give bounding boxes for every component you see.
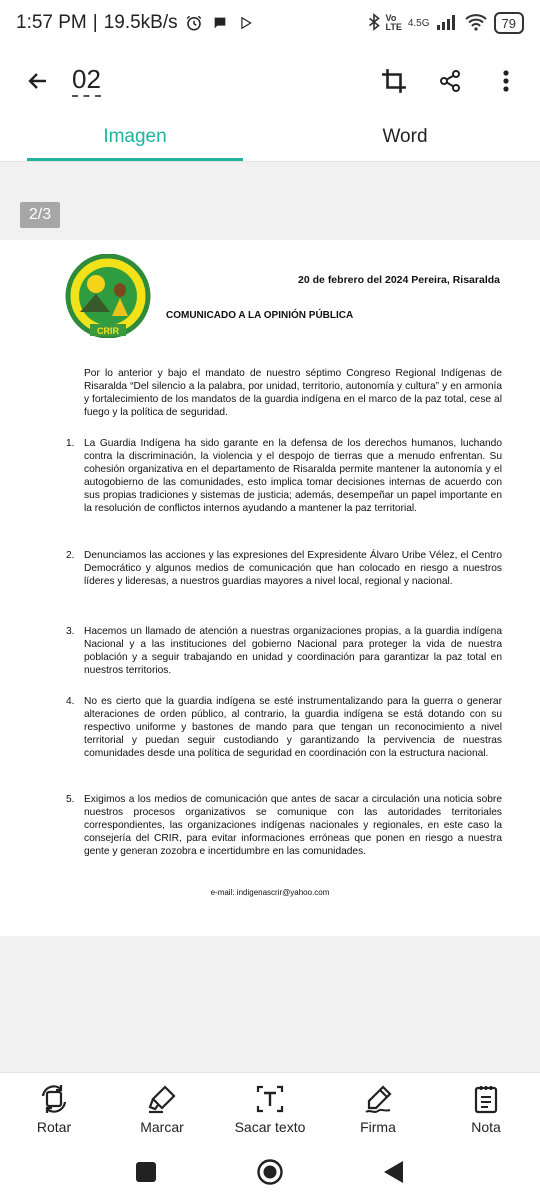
- back-button[interactable]: [18, 61, 58, 101]
- document-page[interactable]: [0, 240, 540, 936]
- app-bar: [0, 46, 540, 116]
- play-store-icon: [236, 13, 256, 33]
- extract-text-button[interactable]: [216, 1073, 324, 1144]
- recents-button[interactable]: [128, 1154, 164, 1190]
- share-button[interactable]: [430, 61, 470, 101]
- signature-button[interactable]: [324, 1073, 432, 1144]
- home-circle-icon: [256, 1158, 284, 1186]
- document-intro-block: [84, 368, 502, 434]
- more-options-button[interactable]: [486, 61, 526, 101]
- wifi-icon: [464, 13, 488, 34]
- note-icon: [470, 1083, 502, 1115]
- alarm-icon: [184, 13, 204, 33]
- list-item-2: [66, 550, 502, 589]
- more-vert-icon: [502, 69, 510, 93]
- bottom-toolbar: [0, 1072, 540, 1144]
- tab-word[interactable]: Word: [382, 126, 428, 147]
- volte-icon: Vo LTE: [385, 13, 402, 32]
- document-email: e-mail: indigenascrir@yahoo.com: [210, 888, 330, 897]
- document-title[interactable]: 02: [72, 65, 101, 97]
- status-left: [16, 12, 256, 34]
- crop-button[interactable]: [374, 61, 414, 101]
- list-item-number: 1.: [66, 438, 75, 449]
- document-heading: COMUNICADO A LA OPINIÓN PÚBLICA: [166, 310, 354, 321]
- crop-icon: [381, 68, 407, 94]
- status-speed: 19.5kB/s: [103, 12, 178, 33]
- list-item-number: 4.: [66, 696, 75, 707]
- list-item-text: Hacemos un llamado de atención a nuestras organizaciones propias, a la guardia indígena Nacional y a las instituciones del gobierno Nacional para proteger la vida de nuestra población y a seguir trabajando en unidad y coordinación para garantizar la paz total en nuestros territorios.: [84, 626, 502, 676]
- list-item-1: [66, 438, 502, 515]
- view-tabs: [0, 116, 540, 162]
- back-triangle-icon: [383, 1160, 405, 1184]
- document-date: 20 de febrero del 2024 Pereira, Risaralda: [298, 274, 500, 286]
- crir-logo: [60, 254, 156, 338]
- bluetooth-icon: [368, 13, 380, 34]
- system-nav-bar: [0, 1144, 540, 1200]
- back-arrow-icon: [26, 69, 50, 93]
- page-indicator: 2/3: [20, 202, 60, 228]
- status-bar: [0, 0, 540, 46]
- list-item-text: No es cierto que la guardia indígena se esté instrumentalizando para la guerra o generar alteraciones de orden público, al contrario, la guardia indígena se está dotando con su respectivo uniforme y bastones de mando para que tengan un reconocimiento a nivel territorial y puedan seguir custodiando y garantizando la pervivencia de nuestras comunidades desde una política de seguridad en coordinación con la estructura nacional.: [84, 696, 502, 759]
- mark-label: Marcar: [140, 1119, 184, 1135]
- home-button[interactable]: [252, 1154, 288, 1190]
- back-nav-button[interactable]: [376, 1154, 412, 1190]
- note-button[interactable]: [432, 1073, 540, 1144]
- list-item-number: 5.: [66, 794, 75, 805]
- app-actions: [374, 61, 526, 101]
- logo-text: CRIR: [97, 326, 119, 336]
- rotate-button[interactable]: [0, 1073, 108, 1144]
- chat-icon: [210, 13, 230, 33]
- mark-button[interactable]: [108, 1073, 216, 1144]
- signal-icon: [436, 14, 458, 33]
- rotate-icon: [38, 1083, 70, 1115]
- status-separator: |: [92, 12, 98, 33]
- highlighter-icon: [146, 1083, 178, 1115]
- document-intro: Por lo anterior y bajo el mandato de nuestro séptimo Congreso Regional Indígenas de Risaralda “Del silencio a la palabra, por unidad, territorio, autonomía y cultura” y en armonía y fortalecimiento de los mandatos de la guardia indígena en el marco de la paz total, cese al fuego y la política de seguridad.: [84, 368, 502, 418]
- recents-square-icon: [135, 1161, 157, 1183]
- status-time: 1:57 PM: [16, 12, 87, 33]
- note-label: Nota: [471, 1119, 501, 1135]
- tab-imagen[interactable]: Imagen: [0, 116, 270, 161]
- extract-text-icon: [254, 1083, 286, 1115]
- list-item-5: [66, 794, 502, 859]
- list-item-text: Exigimos a los medios de comunicación que antes de sacar a circulación una noticia sobre nuestros procesos organizativos se comunique con las autoridades territoriales correspondientes, las organizaciones indígenas nacionales y regionales, en este caso la consejería del CRIR, para evitar informaciones erróneas que ponen en riesgo a nuestra gente y generan zozobra e incertidumbre en las comunidades.: [84, 794, 502, 857]
- list-item-3: [66, 626, 502, 678]
- extract-text-label: Sacar texto: [234, 1119, 306, 1135]
- list-item-4: [66, 696, 502, 761]
- status-right: [368, 12, 525, 34]
- list-item-text: La Guardia Indígena ha sido garante en la defensa de los derechos humanos, luchando contra la discriminación, la violencia y el despojo de tierras que a menudo enfrentan. Su cohesión organizativa en el departamento de Risaralda permite mantener la autonomía y el autogobierno de las comunidades, esto implica tomar decisiones internas de acuerdo con sus propias tradiciones y sistemas de justicia; además, desempeñar un papel importante en la resolución de conflictos internos ayudando a mantener la paz territorial.: [84, 438, 502, 514]
- list-item-number: 3.: [66, 626, 75, 637]
- rotate-label: Rotar: [36, 1119, 72, 1135]
- share-icon: [438, 69, 462, 93]
- signature-pen-icon: [362, 1083, 394, 1115]
- list-item-number: 2.: [66, 550, 75, 561]
- signature-label: Firma: [360, 1119, 396, 1135]
- list-item-text: Denunciamos las acciones y las expresiones del Expresidente Álvaro Uribe Vélez, el Centro Democrático y algunos medios de comunicación que han colocado en riesgo a nuestros líderes y lideresas, a nuestros guardias mayores a nivel local, regional y nacional.: [84, 550, 502, 587]
- network-type: 4.5G: [407, 17, 430, 29]
- battery-indicator: 79: [494, 12, 524, 34]
